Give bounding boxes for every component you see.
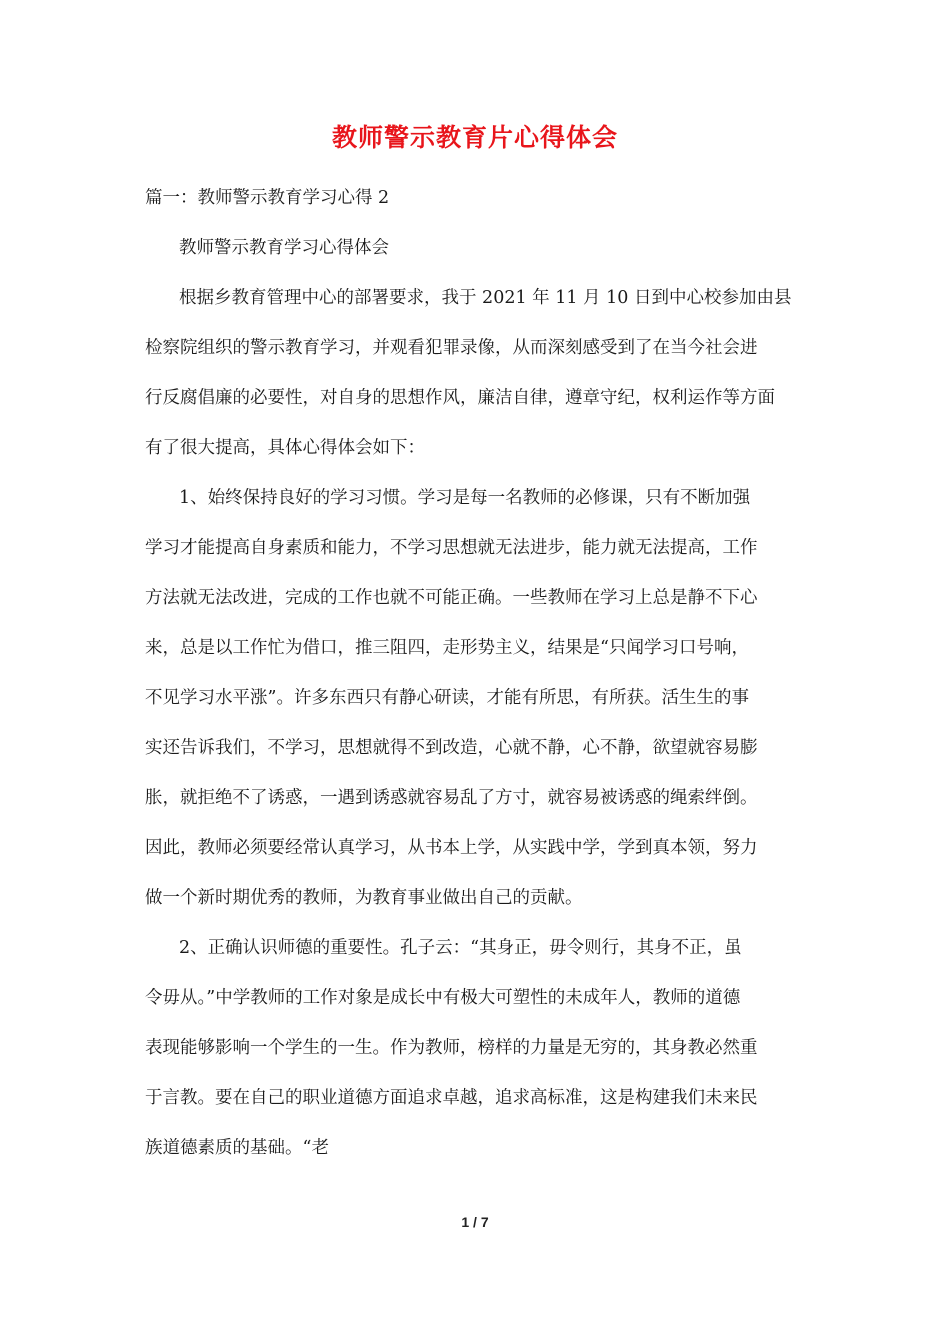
paragraph-line: 1、始终保持良好的学习习惯。学习是每一名教师的必修课，只有不断加强 bbox=[179, 488, 751, 508]
paragraph-line: 方法就无法改进，完成的工作也就不可能正确。一些教师在学习上总是静不下心 bbox=[145, 588, 758, 608]
paragraph-line: 不见学习水平涨”。许多东西只有静心研读，才能有所思，有所获。活生生的事 bbox=[145, 688, 749, 708]
paragraph-line: 表现能够影响一个学生的一生。作为教师，榜样的力量是无穷的，其身教必然重 bbox=[145, 1038, 758, 1058]
subheading: 教师警示教育学习心得体会 bbox=[179, 238, 389, 258]
paragraph-line: 因此，教师必须要经常认真学习，从书本上学，从实践中学，学到真本领，努力 bbox=[145, 838, 758, 858]
paragraph-line: 族道德素质的基础。“老 bbox=[145, 1138, 329, 1158]
paragraph-line: 根据乡教育管理中心的部署要求，我于 2021 年 11 月 10 日到中心校参加由县 bbox=[179, 288, 792, 308]
paragraph-line: 检察院组织的警示教育学习，并观看犯罪录像，从而深刻感受到了在当今社会进 bbox=[145, 338, 758, 358]
paragraph-line: 学习才能提高自身素质和能力，不学习思想就无法进步，能力就无法提高，工作 bbox=[145, 538, 758, 558]
paragraph-line: 实还告诉我们，不学习，思想就得不到改造，心就不静，心不静，欲望就容易膨 bbox=[145, 738, 758, 758]
paragraph-line: 2、正确认识师德的重要性。孔子云：“其身正，毋令则行，其身不正，虽 bbox=[179, 938, 742, 958]
section-heading: 篇一：教师警示教育学习心得 2 bbox=[145, 188, 390, 208]
paragraph-line: 胀，就拒绝不了诱惑，一遇到诱惑就容易乱了方寸，就容易被诱惑的绳索绊倒。 bbox=[145, 788, 758, 808]
page-title: 教师警示教育片心得体会 bbox=[331, 123, 618, 152]
paragraph-line: 做一个新时期优秀的教师，为教育事业做出自己的贡献。 bbox=[145, 888, 583, 908]
paragraph-line: 来，总是以工作忙为借口，推三阻四，走形势主义，结果是“只闻学习口号响， bbox=[145, 638, 749, 658]
paragraph-line: 行反腐倡廉的必要性，对自身的思想作风，廉洁自律，遵章守纪，权利运作等方面 bbox=[145, 388, 775, 408]
paragraph-line: 有了很大提高，具体心得体会如下： bbox=[145, 438, 425, 458]
paragraph-line: 于言教。要在自己的职业道德方面追求卓越，追求高标准，这是构建我们未来民 bbox=[145, 1088, 758, 1108]
page-number: 1 / 7 bbox=[461, 1214, 489, 1230]
paragraph-line: 令毋从。”中学教师的工作对象是成长中有极大可塑性的未成年人，教师的道德 bbox=[145, 988, 741, 1008]
